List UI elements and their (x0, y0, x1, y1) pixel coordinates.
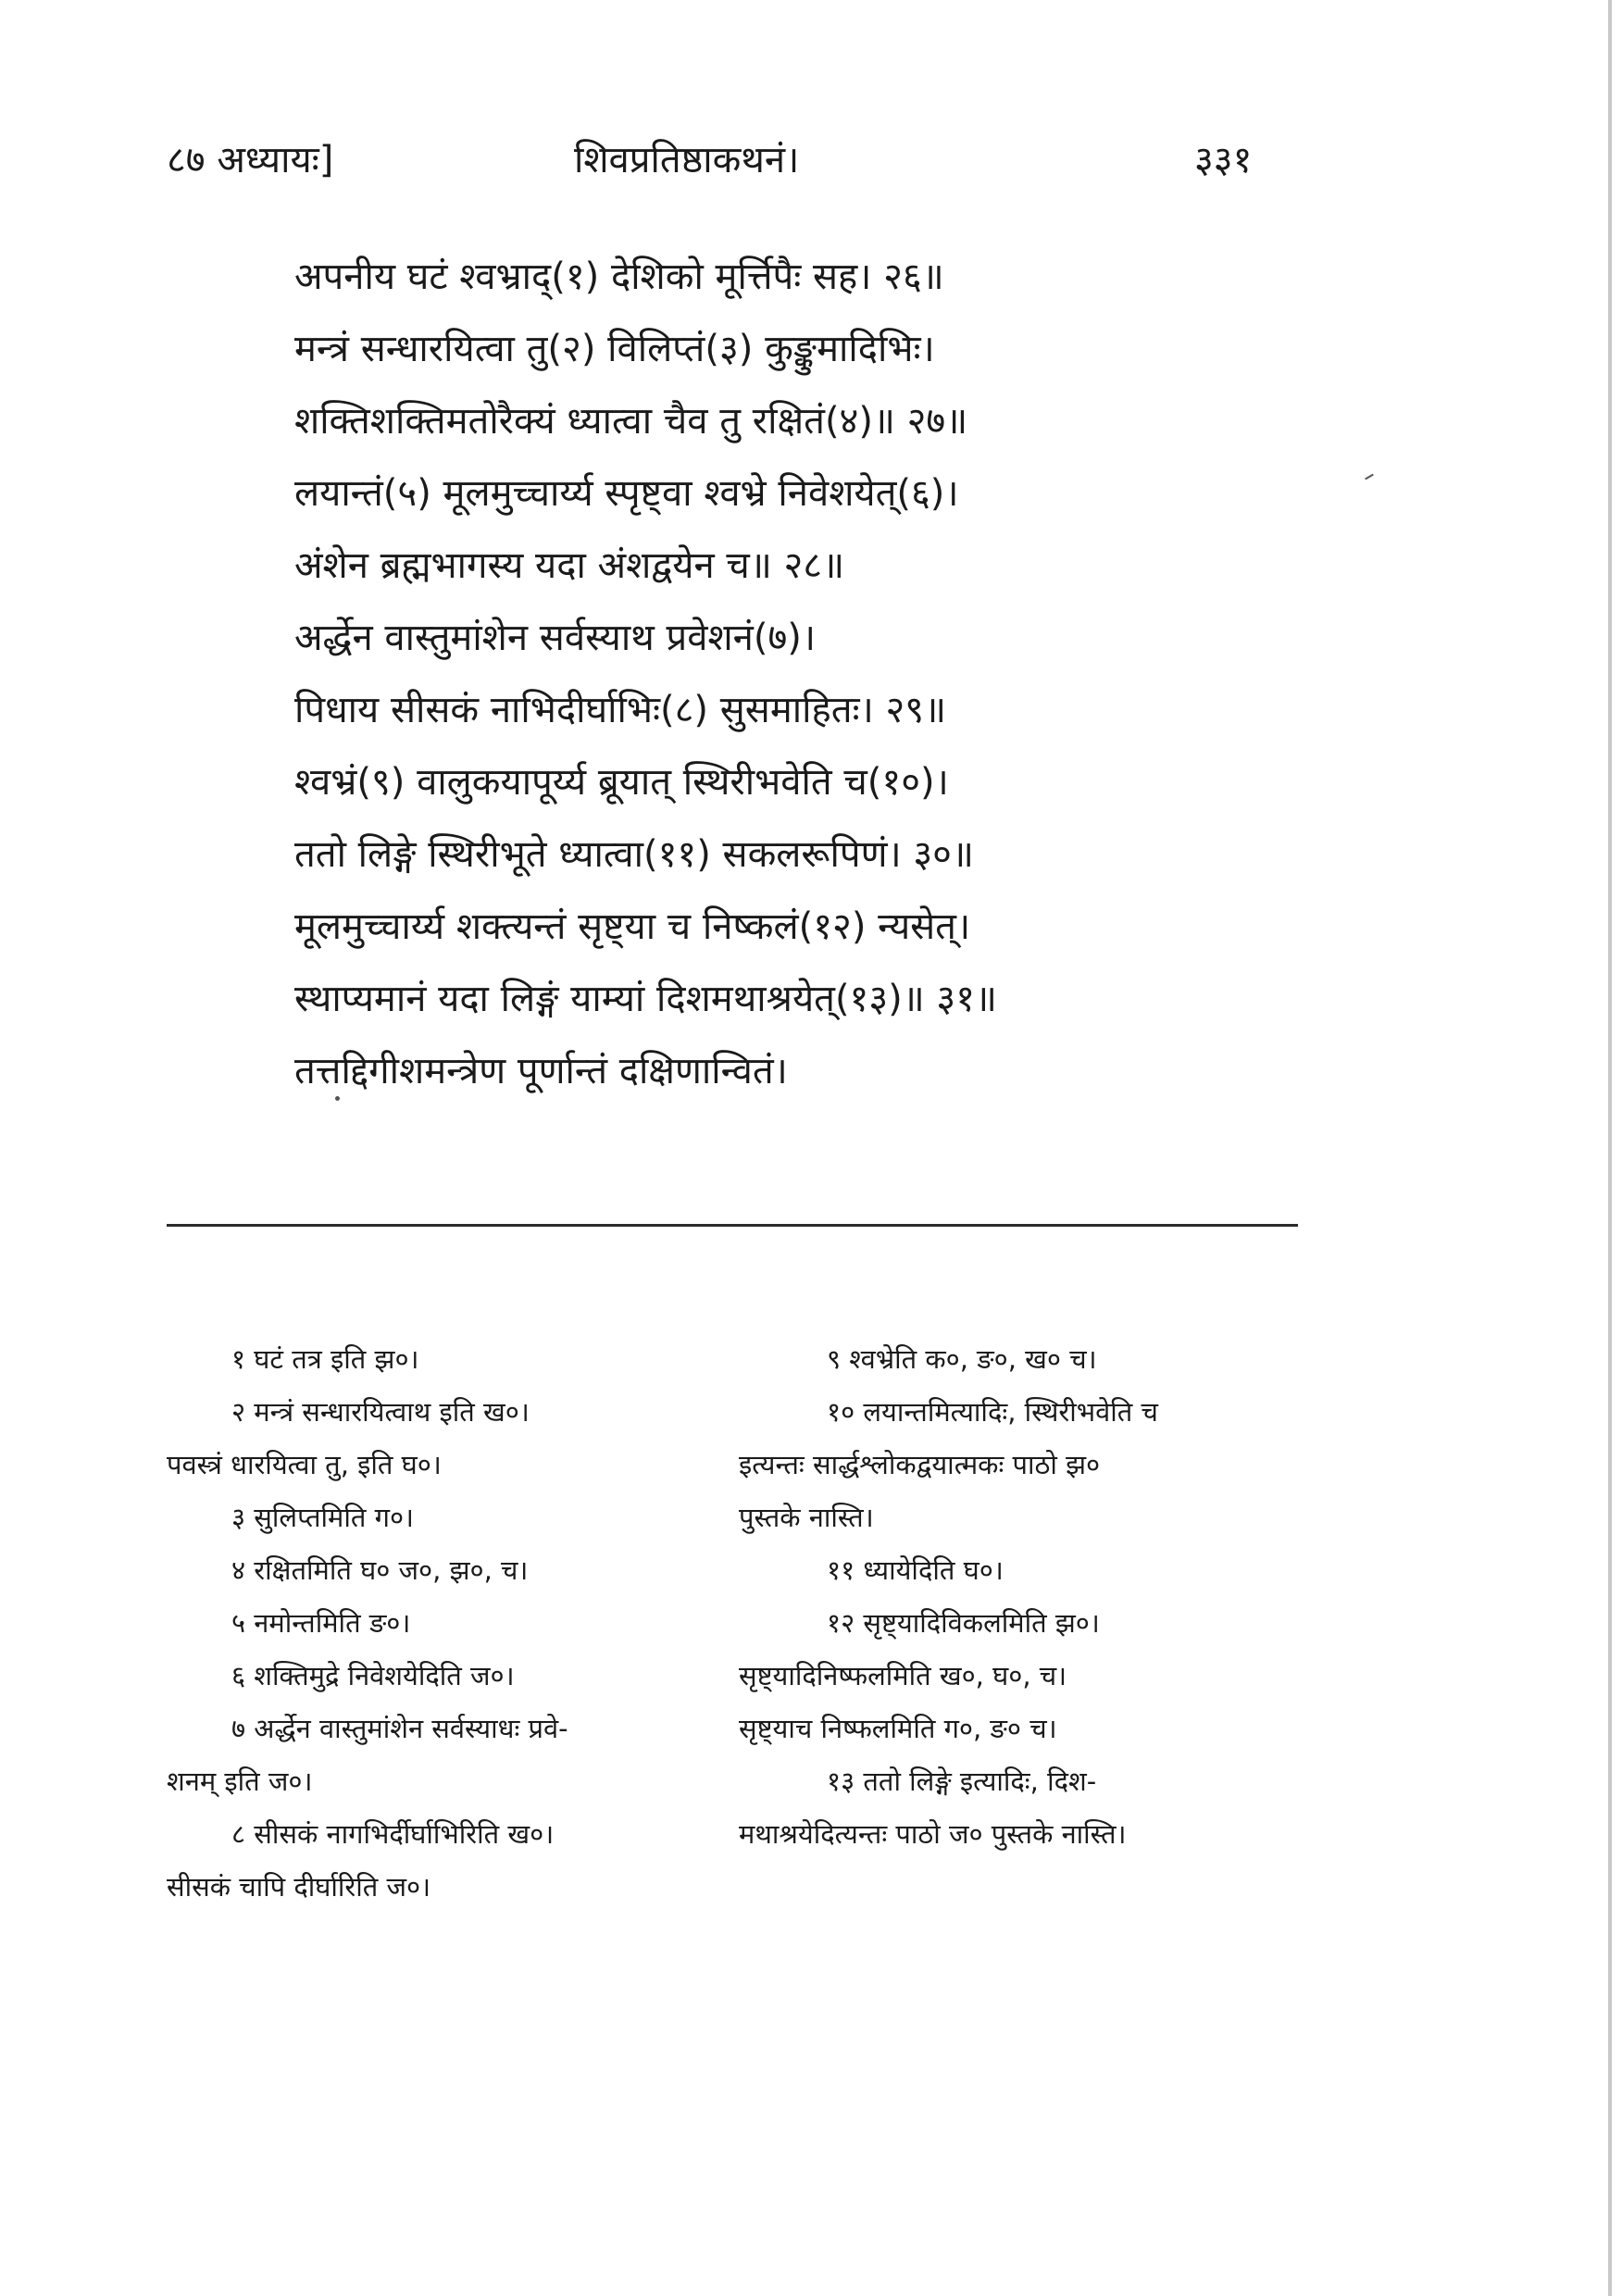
footnote-line: पवस्त्रं धारयित्वा तु, इति घ०। (167, 1449, 442, 1480)
verse-line: लयान्तं(५) मूलमुच्चार्य्य स्पृष्ट्वा श्वभ्रे निवेशयेत्(६)। (294, 472, 959, 515)
speck (1365, 474, 1374, 480)
footnote-line: २ मन्त्रं सन्धारयित्वाथ इति ख०। (231, 1396, 530, 1428)
footnotes-right-column (739, 1333, 1305, 1861)
footnote-line: १३ ततो लिङ्गे इत्यादिः, दिश- (827, 1766, 1097, 1797)
verse-line: शक्तिशक्तिमतोरैक्यं ध्यात्वा चैव तु रक्षितं(४)॥ २७॥ (294, 400, 968, 443)
footnote-line: ५ नमोन्तमिति ङ०। (231, 1607, 411, 1639)
footnotes-left-column (167, 1333, 722, 1914)
footnote-line: ११ ध्यायेदिति घ०। (827, 1554, 1004, 1586)
verse-line: मूलमुच्चार्य्य शक्त्यन्तं सृष्ट्या च निष्कलं(१२) न्यसेत्। (294, 905, 971, 948)
footnote-line: ४ रक्षितमिति घ० ज०, झ०, च। (231, 1554, 529, 1586)
footnote-line: १ घटं तत्र इति झ०। (231, 1343, 419, 1375)
footnote-line: ८ सीसकं नागभिर्दीर्घाभिरिति ख०। (231, 1818, 555, 1850)
running-header (167, 128, 1278, 193)
footnote-line: १२ सृष्ट्यादिविकलमिति झ०। (827, 1607, 1100, 1639)
footnote-line: १० लयान्तमित्यादिः, स्थिरीभवेति च (827, 1396, 1158, 1428)
footnote-line: मथाश्रयेदित्यन्तः पाठो ज० पुस्तके नास्ति। (739, 1818, 1127, 1850)
verse-line: श्वभ्रं(९) वालुकयापूर्य्य ब्रूयात् स्थिरीभवेति च(१०)। (294, 761, 949, 804)
verse-line: ततो लिङ्गे स्थिरीभूते ध्यात्वा(११) सकलरूपिणं। ३०॥ (294, 833, 974, 876)
page-edge (1608, 0, 1612, 2296)
verse-line: तत्तद्दिगीशमन्त्रेण पूर्णान्तं दक्षिणान्वितं। (294, 1050, 788, 1092)
footnote-line: सृष्ट्यादिनिष्फलमिति ख०, घ०, च। (739, 1660, 1067, 1691)
footnote-line: ७ अर्द्धेन वास्तुमांशेन सर्वस्याधः प्रवे- (231, 1713, 568, 1744)
footnote-line: ९ श्वभ्रेति क०, ङ०, ख० च। (827, 1343, 1097, 1375)
page-number: ३३१ (1194, 139, 1253, 181)
footnote-divider (167, 1224, 1298, 1227)
verse-line: अंशेन ब्रह्मभागस्य यदा अंशद्वयेन च॥ २८॥ (294, 544, 845, 587)
footnote-line: ३ सुलिप्तमिति ग०। (231, 1502, 415, 1533)
verse-line: अर्द्धेन वास्तुमांशेन सर्वस्याथ प्रवेशनं(७)। (294, 617, 817, 659)
verse-line: पिधाय सीसकं नाभिदीर्घाभिः(८) सुसमाहितः। २९॥ (294, 689, 947, 731)
page-title: शिवप्रतिष्ठाकथनं। (574, 139, 800, 181)
footnote-line: इत्यन्तः सार्द्धश्लोकद्वयात्मकः पाठो झ० (739, 1449, 1101, 1480)
footnote-line: ६ शक्तिमुद्रे निवेशयेदिति ज०। (231, 1660, 515, 1691)
verse-block (294, 241, 1313, 1128)
verse-line: अपनीय घटं श्वभ्राद्(१) देशिको मूर्त्तिपैः सह। २६॥ (294, 256, 944, 298)
footnote-line: पुस्तके नास्ति। (739, 1502, 874, 1533)
verse-line: मन्त्रं सन्धारयित्वा तु(२) विलिप्तं(३) कुङ्कुमादिभिः। (294, 328, 935, 370)
footnote-line: सृष्ट्याच निष्फलमिति ग०, ङ० च। (739, 1713, 1057, 1744)
footnote-line: शनम् इति ज०। (167, 1766, 313, 1797)
footnote-line: सीसकं चापि दीर्घारिति ज०। (167, 1871, 431, 1903)
verse-line: स्थाप्यमानं यदा लिङ्गं याम्यां दिशमथाश्रयेत्(१३)॥ ३१॥ (294, 978, 997, 1020)
speck (335, 1096, 340, 1101)
chapter-label: ८७ अध्यायः] (167, 139, 334, 181)
